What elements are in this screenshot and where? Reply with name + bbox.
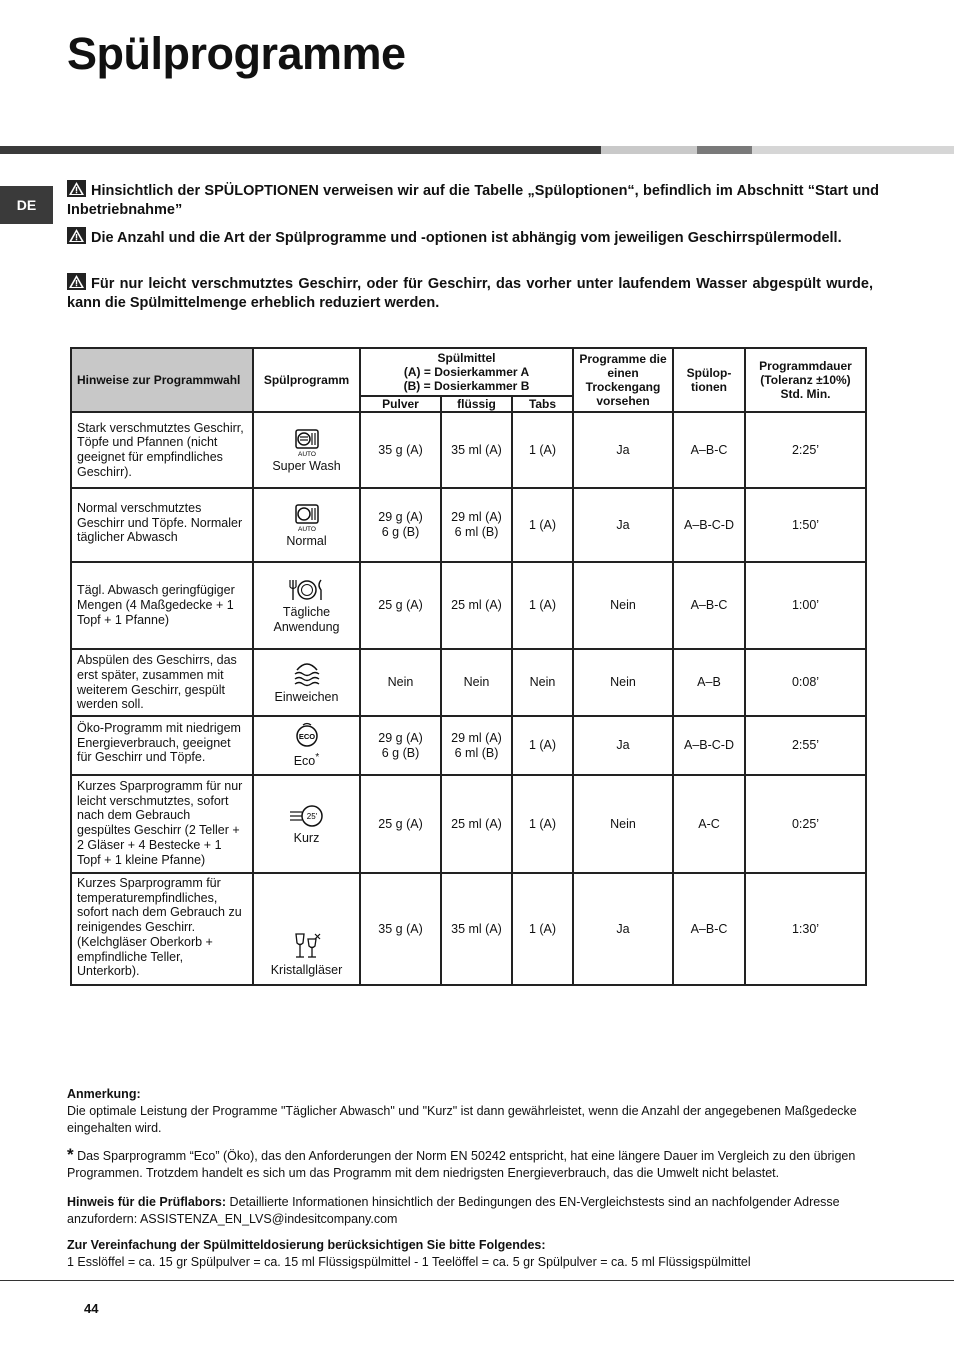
labs-title: Hinweis für die Prüflabors: — [67, 1195, 227, 1209]
warning-icon — [67, 180, 86, 197]
footer-divider — [0, 1280, 954, 1281]
program-name — [259, 750, 354, 769]
options-cell: A–B-C-D — [673, 488, 745, 562]
powder-value: 35 g (A) — [378, 442, 423, 457]
program-cell — [253, 412, 360, 488]
liquid-value: 35 ml (A) — [451, 921, 502, 936]
dosing-text: 1 Esslöffel = ca. 15 gr Spülpulver = ca. 15 ml Flüssigspülmittel - 1 Teelöffel = ca. 5 gr Spülpulver = ca. 5 ml Flüssigspülmittel — [67, 1255, 751, 1269]
row-hint: Abspülen des Geschirrs, das erst später, zusammen mit weiterem Geschirr, gespült werden soll. — [71, 649, 253, 716]
liquid-cell — [441, 488, 512, 562]
table-row — [71, 775, 866, 873]
row-hint: Kurzes Sparprogramm für temperaturempfindliches, sofort nach dem Gebrauch zu reinigendes Geschirr. (Kelchgläser Oberkorb + empfindliche Teller, Unterkorb). — [71, 873, 253, 985]
page-title: Spülprogramme — [67, 28, 406, 79]
table-row — [71, 412, 866, 488]
options-cell: A–B-C — [673, 562, 745, 649]
warning-1 — [67, 180, 879, 220]
drying-cell: Ja — [573, 488, 673, 562]
program-name: Kurz — [293, 830, 320, 845]
header-options: Spülop-tionen — [673, 348, 745, 412]
duration-cell: 2:25’ — [745, 412, 866, 488]
powder-cell — [360, 649, 441, 716]
program-cell — [253, 649, 360, 716]
warning-2 — [67, 227, 879, 248]
liquid-value: 29 ml (A) — [451, 510, 502, 524]
liquid-value: 25 ml (A) — [451, 598, 502, 612]
liquid-value: 25 ml (A) — [451, 816, 502, 831]
tabs-cell: 1 (A) — [512, 488, 573, 562]
powder-value: 35 g (A) — [378, 921, 423, 936]
options-cell: A–B — [673, 649, 745, 716]
drying-cell: Nein — [573, 562, 673, 649]
program-name: Einweichen — [274, 690, 339, 704]
program-cell — [253, 488, 360, 562]
drying-cell: Ja — [573, 873, 673, 985]
liquid-cell — [441, 412, 512, 488]
row-hint: Kurzes Sparprogramm für nur leicht verschmutztes, sofort nach dem Gebrauch gespültes Geschirr (2 Teller + 2 Gläser + 4 Bestecke + 1 Topf + 1 kleine Pfanne) — [71, 775, 253, 873]
dosing-note — [67, 1237, 897, 1271]
liquid-value: 35 ml (A) — [451, 442, 502, 457]
quick-25-icon-text: 25' — [306, 811, 317, 821]
liquid-value: 6 ml (B) — [454, 525, 499, 539]
table-row — [71, 562, 866, 649]
duration-cell: 0:08’ — [745, 649, 866, 716]
table-row — [71, 649, 866, 716]
svg-text:ECO: ECO — [298, 731, 315, 741]
liquid-cell — [441, 775, 512, 873]
row-hint: Tägl. Abwasch geringfügiger Mengen (4 Maßgedecke + 1 Topf + 1 Pfanne) — [71, 562, 253, 649]
liquid-value: Nein — [463, 675, 490, 689]
liquid-cell — [441, 873, 512, 985]
program-cell — [253, 873, 360, 985]
drying-cell: Nein — [573, 775, 673, 873]
table-row — [71, 873, 866, 985]
quick-25-icon — [288, 803, 326, 829]
duration-cell: 1:30’ — [745, 873, 866, 985]
eco-note-star: * — [67, 1145, 74, 1164]
header-bar-light-2 — [752, 146, 954, 154]
header-liquid: flüssig — [441, 396, 512, 412]
powder-value: 25 g (A) — [378, 598, 423, 612]
liquid-cell — [441, 716, 512, 775]
program-cell — [253, 775, 360, 873]
tabs-cell: 1 (A) — [512, 412, 573, 488]
language-tab: DE — [0, 186, 53, 224]
powder-value: 29 g (A) — [378, 730, 423, 745]
program-cell — [253, 716, 360, 775]
warning-text: Für nur leicht verschmutztes Geschirr, oder für Geschirr, das vorher unter laufendem Wasser abgespült wurde, kann die Spülmittelmenge erheblich reduziert werden. — [67, 276, 873, 311]
daily-cutlery-icon — [287, 577, 327, 603]
drying-cell: Nein — [573, 649, 673, 716]
soak-icon — [291, 660, 323, 688]
liquid-cell — [441, 562, 512, 649]
program-table — [70, 347, 867, 986]
header-drying: Programme die einen Trockengang vorsehen — [573, 348, 673, 412]
powder-value: 25 g (A) — [378, 816, 423, 831]
warning-icon — [67, 273, 86, 290]
svg-text:AUTO: AUTO — [297, 525, 316, 532]
crystal-glass-icon — [291, 931, 323, 961]
options-cell: A–B-C-D — [673, 716, 745, 775]
labs-text: Detaillierte Informationen hinsichtlich der Bedingungen des EN-Vergleichstests sind an nachfolgender Adresse anzufordern: ASSISTENZA_EN_LVS@indesitcompany.com — [67, 1195, 840, 1226]
tabs-cell: Nein — [512, 649, 573, 716]
header-duration: Programmdauer (Toleranz ±10%) Std. Min. — [745, 348, 866, 412]
duration-cell: 2:55’ — [745, 716, 866, 775]
page-number: 44 — [84, 1301, 99, 1316]
svg-text:AUTO: AUTO — [297, 450, 316, 457]
header-program: Spülprogramm — [253, 348, 360, 412]
program-name: Normal — [286, 533, 327, 548]
program-cell — [253, 562, 360, 649]
options-cell: A-C — [673, 775, 745, 873]
program-name: Super Wash — [272, 458, 341, 473]
program-name: Tägliche Anwendung — [273, 604, 340, 634]
warning-text: Hinsichtlich der SPÜLOPTIONEN verweisen wir auf die Tabelle „Spüloptionen“, befindlich im Abschnitt “Start und Inbetriebnahme” — [67, 183, 879, 218]
header-detergent-a: (A) = Dosierkammer A — [403, 365, 530, 379]
remark-note — [67, 1086, 897, 1137]
liquid-value: 6 ml (B) — [454, 745, 499, 760]
warning-icon — [67, 227, 86, 244]
tabs-cell: 1 (A) — [512, 562, 573, 649]
powder-cell — [360, 775, 441, 873]
tabs-cell: 1 (A) — [512, 873, 573, 985]
liquid-value: 29 ml (A) — [451, 730, 502, 745]
header-hint: Hinweise zur Programmwahl — [71, 348, 253, 412]
program-name: Kristallgläser — [270, 963, 343, 977]
warning-3 — [67, 273, 873, 313]
header-bar-mid — [697, 146, 752, 154]
row-hint: Stark verschmutztes Geschirr, Töpfe und Pfannen (nicht geeignet für empfindliches Geschirr). — [71, 412, 253, 488]
eco-star: * — [315, 751, 320, 763]
options-cell: A–B-C — [673, 412, 745, 488]
header-detergent — [360, 348, 573, 396]
powder-cell — [360, 873, 441, 985]
duration-cell: 0:25’ — [745, 775, 866, 873]
liquid-cell — [441, 649, 512, 716]
options-cell: A–B-C — [673, 873, 745, 985]
drying-cell: Ja — [573, 716, 673, 775]
tabs-cell: 1 (A) — [512, 775, 573, 873]
header-detergent-b: (B) = Dosierkammer B — [403, 379, 530, 393]
table-row — [71, 488, 866, 562]
powder-cell — [360, 412, 441, 488]
eco-note-text: Das Sparprogramm “Eco” (Öko), das den Anforderungen der Norm EN 50242 entspricht, hat eine längere Dauer im Vergleich zu den übrigen Programmen. Trotzdem handelt es sich um das Programm mit dem niedrigsten Energieverbrauch, das die Umwelt nicht belastet. — [67, 1149, 856, 1180]
remark-text: Die optimale Leistung der Programme "Täglicher Abwasch" und "Kurz" ist dann gewährleistet, wenn die Anzahl der angegebenen Maßgedecke eingehalten wird. — [67, 1104, 857, 1135]
warning-text: Die Anzahl und die Art der Spülprogramme und -optionen ist abhängig vom jeweiligen Geschirrspülermodell. — [91, 230, 842, 246]
super-wash-auto-icon — [290, 427, 324, 457]
labs-note — [67, 1194, 897, 1228]
row-hint: Öko-Programm mit niedrigem Energieverbrauch, geeignet für Geschirr und Töpfe. — [71, 716, 253, 775]
duration-cell: 1:50’ — [745, 488, 866, 562]
header-detergent-title: Spülmittel — [437, 351, 496, 365]
normal-auto-icon — [290, 502, 324, 532]
drying-cell: Ja — [573, 412, 673, 488]
powder-value: Nein — [387, 675, 414, 689]
remark-title: Anmerkung: — [67, 1087, 141, 1101]
powder-cell — [360, 562, 441, 649]
powder-value: 6 g (B) — [381, 745, 420, 760]
table-row — [71, 716, 866, 775]
duration-cell: 1:00’ — [745, 562, 866, 649]
powder-cell — [360, 716, 441, 775]
dosing-title: Zur Vereinfachung der Spülmitteldosierung berücksichtigen Sie bitte Folgendes: — [67, 1238, 546, 1252]
eco-note — [67, 1146, 897, 1182]
program-name-text: Eco — [293, 754, 316, 769]
header-bar-dark — [0, 146, 601, 154]
powder-cell — [360, 488, 441, 562]
tabs-cell: 1 (A) — [512, 716, 573, 775]
header-powder: Pulver — [360, 396, 441, 412]
row-hint: Normal verschmutztes Geschirr und Töpfe. Normaler täglicher Abwasch — [71, 488, 253, 562]
header-bar-light-1 — [601, 146, 697, 154]
header-tabs: Tabs — [512, 396, 573, 412]
powder-value: 6 g (B) — [381, 525, 420, 539]
eco-icon — [292, 722, 322, 748]
powder-value: 29 g (A) — [378, 510, 423, 524]
